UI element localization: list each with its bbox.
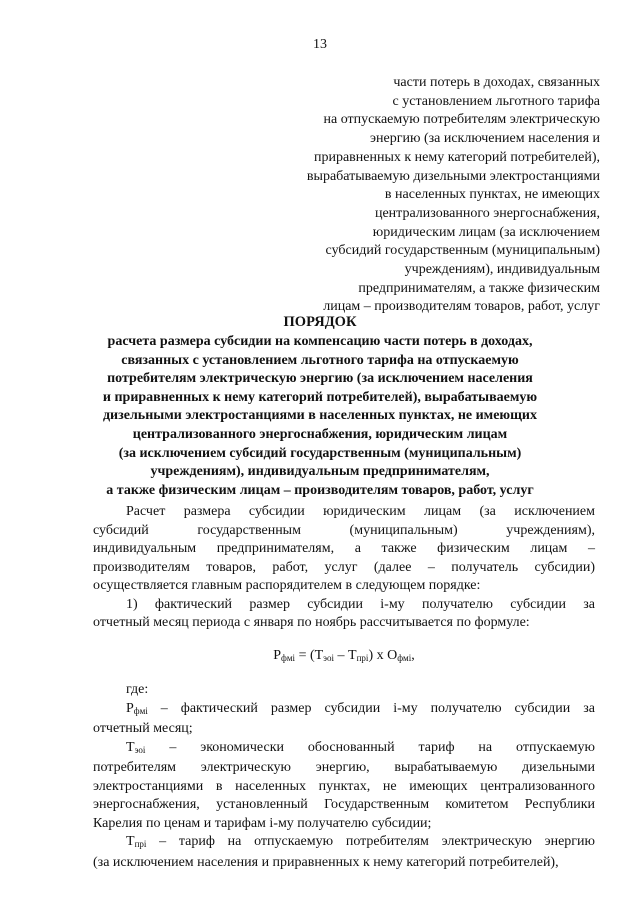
- body-line: отчетный месяц периода с января по ноябрь рассчитывается по формуле:: [93, 615, 530, 630]
- header-line: на отпускаемую потребителям электрическую: [323, 112, 600, 128]
- subtitle-line: и приравненных к нему категорий потребителей), вырабатываемую: [102, 389, 538, 405]
- header-line: в населенных пунктах, не имеющих: [384, 187, 600, 203]
- body-line: 1) фактический размер субсидии i-му получателю субсидии за: [126, 596, 595, 612]
- formula-text: ,: [411, 647, 415, 663]
- formula-text: = (Т: [295, 647, 324, 663]
- formula-symbol: Р: [273, 647, 282, 663]
- formula-subscript: эоi: [323, 652, 335, 663]
- formula-text: ) х О: [368, 647, 398, 663]
- definition-line: [93, 833, 595, 854]
- header-line: предпринимателям, а также физическим: [358, 280, 600, 296]
- definition-symbol: Т: [126, 739, 135, 755]
- document-title: ПОРЯДОК: [283, 314, 357, 330]
- definition-text: – тариф на отпускаемую потребителям электрическую энергию: [146, 834, 595, 849]
- intro-paragraph: [93, 503, 595, 596]
- document-subtitle: [60, 333, 580, 500]
- subtitle-line: дизельными электростанциями в населенных пунктах, не имеющих: [102, 408, 538, 424]
- header-line: с установлением льготного тарифа: [392, 93, 600, 109]
- formula-subscript: фмi: [281, 652, 296, 663]
- where-paragraph: [93, 681, 595, 700]
- definition-symbol: Р: [126, 700, 134, 716]
- definition-line: (за исключением населения и приравненных к нему категорий потребителей),: [93, 854, 559, 870]
- formula-subscript: фмi: [397, 652, 412, 663]
- formula-subscript: прi: [356, 652, 369, 663]
- page-number: 13: [313, 37, 327, 52]
- subtitle-line: (за исключением субсидий государственным (муниципальным): [118, 445, 522, 461]
- body-line: осуществляется главным распорядителем в следующем порядке:: [93, 578, 481, 593]
- document-body: [93, 503, 595, 872]
- definition-line: энергоснабжения, установленный Государственным комитетом Республики: [93, 797, 595, 812]
- definition-line: Карелия по ценам и тарифам i-му получателю субсидии;: [93, 815, 432, 831]
- header-line: части потерь в доходах, связанных: [393, 75, 600, 90]
- header-line: вырабатываемую дизельными электростанциями: [306, 168, 600, 184]
- definition-text: – фактический размер субсидии i-му получателю субсидии за: [147, 700, 595, 716]
- subtitle-line: связанных с установлением льготного тарифа на отпускаемую: [121, 352, 519, 368]
- definition-subscript: эоi: [134, 744, 146, 755]
- definition-subscript: прi: [134, 839, 147, 849]
- item-1-paragraph: [93, 596, 595, 633]
- definition-line: [93, 700, 595, 721]
- definition-p: [93, 700, 595, 739]
- definition-line: [93, 739, 595, 760]
- definition-subscript: фмi: [133, 705, 148, 716]
- subtitle-line: потребителям электрическую энергию (за исключением населения: [107, 371, 533, 387]
- subtitle-line: а также физическим лицам – производителям товаров, работ, услуг: [106, 482, 534, 498]
- definition-t-eoi: [93, 739, 595, 834]
- appendix-header: [270, 74, 600, 317]
- header-line: учреждениям), индивидуальным: [404, 262, 600, 278]
- body-line: субсидий государственным (муниципальным) учреждениям),: [93, 522, 595, 538]
- body-line: индивидуальным предпринимателям, а также физическим лицам –: [93, 541, 595, 556]
- body-line: производителям товаров, работ, услуг (далее – получатель субсидии): [93, 559, 595, 575]
- definition-text: – экономически обоснованный тариф на отпускаемую: [145, 739, 595, 755]
- where-label: где:: [126, 682, 149, 697]
- header-line: субсидий государственным (муниципальным): [325, 243, 600, 259]
- subsidy-formula: [93, 647, 595, 668]
- header-line: юридическим лицам (за исключением: [372, 224, 600, 240]
- header-line: централизованного энергоснабжения,: [374, 205, 600, 221]
- formula-text: – Т: [334, 647, 357, 663]
- definition-line: потребителям электрическую энергию, вырабатываемую дизельными: [93, 760, 595, 775]
- header-line: приравненных к нему категорий потребителей),: [313, 149, 600, 165]
- subtitle-line: централизованного энергоснабжения, юридическим лицам: [132, 426, 508, 442]
- definition-line: отчетный месяц;: [93, 721, 193, 736]
- header-line: энергию (за исключением населения и: [370, 131, 600, 147]
- definition-symbol: Т: [126, 834, 135, 849]
- definition-line: электростанциями в населенных пунктах, не имеющих централизованного: [93, 778, 595, 794]
- subtitle-line: учреждениям), индивидуальным предпринимателям,: [150, 464, 490, 480]
- definition-t-pri: [93, 833, 595, 872]
- body-line: Расчет размера субсидии юридическим лицам (за исключением: [126, 504, 595, 519]
- subtitle-line: расчета размера субсидии на компенсацию части потерь в доходах,: [107, 334, 533, 349]
- header-line: лицам – производителям товаров, работ, услуг: [323, 299, 600, 315]
